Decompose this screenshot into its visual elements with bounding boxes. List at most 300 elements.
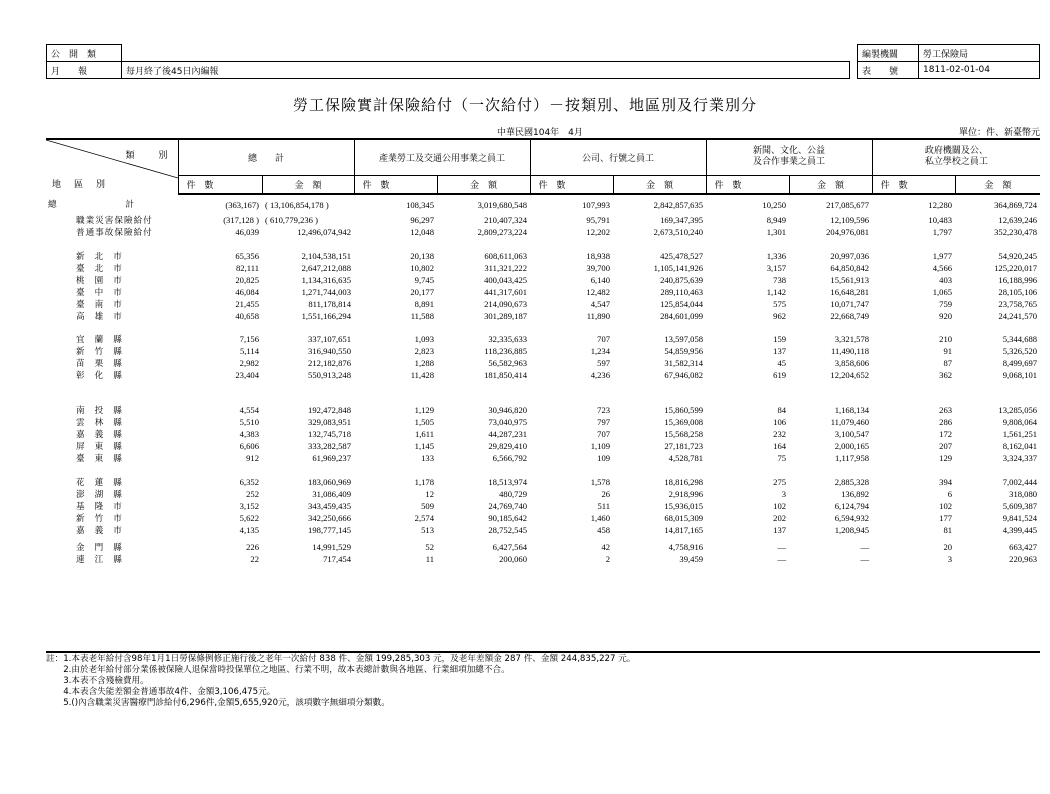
amount-cell: 364,869,724 bbox=[994, 199, 1038, 210]
count-cell: 1,109 bbox=[590, 441, 611, 451]
period-label: 中華民國104年 4月 bbox=[497, 128, 583, 138]
amount-cell: 1,105,141,926 bbox=[653, 262, 704, 273]
note-line: 註：1.本表老年給付含98年1月1日勞保條例修正施行後之老年一次給付 838 件、金額 199,285,303 元，及老年差額金 287 件、金額 244,835,227 元。 bbox=[46, 654, 636, 664]
table-row bbox=[46, 194, 1040, 214]
amount-cell: 90,185,642 bbox=[488, 512, 528, 523]
row-label: 雲林縣 bbox=[76, 418, 132, 428]
amount-cell: 31,086,409 bbox=[312, 488, 352, 499]
amount-cell: 212,182,876 bbox=[308, 358, 352, 368]
amount-cell: 118,236,885 bbox=[484, 346, 528, 356]
count-cell: 23,404 bbox=[235, 370, 259, 380]
table-row bbox=[46, 428, 1040, 440]
amount-cell: 9,808,064 bbox=[1002, 417, 1038, 427]
amount-cell: 1,551,166,294 bbox=[301, 310, 352, 321]
note-line: 2.由於老年給付部分業係被保險人退保當時投保單位之地區、行業不明，故本表總計數與各地區、行業細項加總不合。 bbox=[46, 665, 510, 675]
count-cell: 394 bbox=[939, 476, 953, 487]
count-cell: 40,658 bbox=[235, 310, 259, 321]
count-cell: 5,510 bbox=[239, 417, 259, 427]
table-row bbox=[46, 452, 1040, 464]
count-cell: 11,890 bbox=[586, 310, 611, 321]
count-cell: 1,065 bbox=[932, 286, 953, 297]
count-cell: 20,825 bbox=[235, 274, 259, 285]
count-cell: 6,606 bbox=[239, 441, 259, 451]
amount-cell: 73,040,975 bbox=[488, 417, 528, 427]
count-cell: 1,145 bbox=[414, 441, 435, 451]
amount-cell: 717,454 bbox=[323, 553, 352, 564]
amount-cell: 54,859,956 bbox=[664, 346, 704, 356]
count-cell: 10,250 bbox=[762, 199, 787, 210]
count-cell: 12,482 bbox=[586, 286, 611, 297]
row-label: 嘉義縣 bbox=[76, 430, 132, 440]
table-row bbox=[46, 541, 1040, 553]
amount-cell: 27,181,723 bbox=[664, 441, 704, 451]
count-cell: 707 bbox=[597, 429, 611, 439]
amount-cell: 23,758,765 bbox=[998, 298, 1038, 309]
count-cell: 3,152 bbox=[239, 500, 259, 511]
table-row bbox=[46, 404, 1040, 416]
table-row bbox=[46, 226, 1040, 238]
count-cell: 4,554 bbox=[239, 405, 259, 415]
header-right-value-2: 1811-02-01-04 bbox=[919, 62, 1040, 79]
count-header: 件 數 bbox=[872, 175, 955, 194]
count-cell: 797 bbox=[597, 417, 611, 427]
count-cell: 65,356 bbox=[235, 250, 259, 261]
amount-cell: 12,109,596 bbox=[830, 215, 870, 225]
amount-header: 金 額 bbox=[262, 175, 354, 194]
amount-cell: 329,083,951 bbox=[308, 417, 352, 427]
header-right-box bbox=[857, 44, 1040, 79]
amount-cell: 11,490,118 bbox=[831, 346, 870, 356]
amount-cell: 6,566,792 bbox=[492, 453, 528, 463]
amount-cell: 7,002,444 bbox=[1002, 476, 1038, 487]
table-row bbox=[46, 476, 1040, 488]
group-header-total: 總 計 bbox=[178, 139, 354, 175]
count-cell: 18,938 bbox=[586, 250, 611, 261]
count-cell: 5,114 bbox=[239, 346, 259, 356]
notes bbox=[46, 654, 635, 709]
amount-cell: 16,648,281 bbox=[830, 286, 870, 297]
count-cell: 11,588 bbox=[410, 310, 435, 321]
row-label: 花蓮縣 bbox=[76, 477, 132, 488]
amount-cell: 20,997,036 bbox=[830, 250, 870, 261]
table-row bbox=[46, 369, 1040, 381]
row-label: 臺東縣 bbox=[76, 454, 132, 464]
amount-header: 金 額 bbox=[613, 175, 706, 194]
note-line: 5.()內含職業災害醫療門診給付6,296件,金額5,655,920元，該項數字無細項分類數。 bbox=[46, 698, 390, 708]
row-label: 普通事故保險給付 bbox=[76, 228, 153, 238]
amount-cell: 132,745,718 bbox=[308, 429, 352, 439]
count-cell: 920 bbox=[939, 310, 953, 321]
amount-cell: 18,816,298 bbox=[664, 476, 704, 487]
amount-cell: 18,513,974 bbox=[488, 476, 528, 487]
amount-cell: 663,427 bbox=[1009, 541, 1038, 552]
count-cell: 108,345 bbox=[406, 199, 435, 210]
table-row bbox=[46, 440, 1040, 452]
table-row bbox=[46, 333, 1040, 345]
corner-top-label: 類 別 bbox=[125, 151, 170, 161]
amount-cell: 5,344,688 bbox=[1002, 334, 1038, 344]
count-cell: 202 bbox=[773, 512, 787, 523]
amount-cell: 24,241,570 bbox=[998, 310, 1038, 321]
table-row bbox=[46, 416, 1040, 428]
count-cell: 8,949 bbox=[766, 215, 787, 225]
amount-cell: 480,729 bbox=[499, 488, 528, 499]
table-row bbox=[46, 524, 1040, 536]
amount-cell: 1,208,945 bbox=[834, 524, 870, 535]
amount-cell: 8,499,697 bbox=[1002, 358, 1038, 368]
amount-cell: 6,427,564 bbox=[492, 541, 528, 552]
table-row bbox=[46, 488, 1040, 500]
table-row bbox=[46, 274, 1040, 286]
count-cell: 707 bbox=[597, 334, 611, 344]
amount-cell: 200,060 bbox=[499, 553, 528, 564]
row-label: 彰化縣 bbox=[76, 371, 132, 381]
row-label: 苗栗縣 bbox=[76, 359, 132, 369]
count-cell: 1,301 bbox=[766, 227, 787, 237]
unit-label: 單位：件、新臺幣元 bbox=[958, 128, 1040, 138]
count-cell: 4,236 bbox=[590, 370, 611, 380]
amount-cell: 343,459,435 bbox=[308, 500, 352, 511]
note-line: 4.本表含失能差額金普通事故4件、金額3,106,475元。 bbox=[46, 687, 276, 697]
row-label: 宜蘭縣 bbox=[76, 335, 132, 345]
row-label: 臺南市 bbox=[76, 299, 132, 310]
amount-cell: 2,842,857,635 bbox=[653, 199, 704, 210]
count-cell: 109 bbox=[597, 453, 611, 463]
amount-cell: 2,104,538,151 bbox=[301, 250, 352, 261]
table-row bbox=[46, 286, 1040, 298]
group-header-news: 新聞、文化、公益 及合作事業之員工 bbox=[706, 139, 872, 175]
count-cell: 1,234 bbox=[590, 346, 611, 356]
amount-cell: 181,850,414 bbox=[484, 370, 528, 380]
count-cell: 6,140 bbox=[590, 274, 611, 285]
amount-cell: 5,326,520 bbox=[1002, 346, 1038, 356]
amount-cell: 136,892 bbox=[841, 488, 870, 499]
count-header: 件 數 bbox=[706, 175, 789, 194]
count-cell: 226 bbox=[246, 541, 259, 552]
row-label: 南投縣 bbox=[76, 406, 132, 416]
amount-cell: 183,060,969 bbox=[308, 476, 352, 487]
amount-cell: 1,134,316,635 bbox=[301, 274, 352, 285]
amount-cell: 61,969,237 bbox=[312, 453, 352, 463]
amount-cell: 54,920,245 bbox=[998, 250, 1038, 261]
amount-cell: 192,472,848 bbox=[308, 405, 352, 415]
count-cell: 20 bbox=[943, 541, 953, 552]
count-cell: 11 bbox=[425, 553, 435, 564]
amount-cell: 56,582,963 bbox=[488, 358, 528, 368]
count-cell: 252 bbox=[246, 488, 259, 499]
count-cell: 275 bbox=[773, 476, 787, 487]
count-cell: 96,297 bbox=[410, 215, 435, 225]
count-cell: 12,048 bbox=[410, 227, 435, 237]
row-label: 嘉義市 bbox=[76, 525, 132, 536]
count-cell: 4,547 bbox=[590, 298, 611, 309]
amount-cell: 22,668,749 bbox=[830, 310, 870, 321]
count-cell: 509 bbox=[421, 500, 435, 511]
amount-cell: 12,639,246 bbox=[998, 215, 1038, 225]
amount-cell: 3,858,606 bbox=[834, 358, 870, 368]
amount-cell: 3,321,578 bbox=[834, 334, 870, 344]
row-label: 新北市 bbox=[76, 251, 132, 262]
amount-cell: 4,528,781 bbox=[668, 453, 704, 463]
row-label: 新竹市 bbox=[76, 513, 132, 524]
amount-cell: 4,399,445 bbox=[1002, 524, 1038, 535]
count-cell: 2,574 bbox=[414, 512, 435, 523]
count-cell: — bbox=[777, 541, 787, 552]
amount-cell: 3,019,680,548 bbox=[477, 199, 528, 210]
count-cell: 1,460 bbox=[590, 512, 611, 523]
count-cell: 362 bbox=[939, 370, 953, 380]
count-cell: 1,505 bbox=[414, 417, 435, 427]
count-cell: 1,142 bbox=[766, 286, 787, 297]
header-left-label-2: 月 報 bbox=[47, 62, 122, 79]
group-header-industry: 產業勞工及交通公用事業之員工 bbox=[354, 139, 530, 175]
count-cell: 597 bbox=[597, 358, 611, 368]
spacer-row bbox=[46, 381, 1040, 393]
data-table bbox=[46, 138, 1040, 565]
table-row bbox=[46, 553, 1040, 565]
count-cell: 3 bbox=[781, 488, 787, 499]
header-right-label-2: 表 號 bbox=[858, 62, 919, 79]
table-row bbox=[46, 262, 1040, 274]
amount-cell: 400,043,425 bbox=[484, 274, 528, 285]
amount-cell: 9,841,524 bbox=[1002, 512, 1038, 523]
amount-cell: 24,769,740 bbox=[488, 500, 528, 511]
row-label: 基隆市 bbox=[76, 501, 132, 512]
count-cell: 22 bbox=[250, 553, 259, 564]
count-cell: 12,280 bbox=[928, 199, 953, 210]
count-cell: 91 bbox=[943, 346, 953, 356]
count-cell: 403 bbox=[939, 274, 953, 285]
count-cell: 1,977 bbox=[932, 250, 953, 261]
count-cell: 1,093 bbox=[414, 334, 435, 344]
group-header-government: 政府機關及公、 私立學校之員工 bbox=[872, 139, 1040, 175]
amount-cell: 39,459 bbox=[679, 553, 704, 564]
count-cell: 513 bbox=[421, 524, 435, 535]
row-label: 桃園市 bbox=[76, 275, 132, 286]
amount-cell: 1,561,251 bbox=[1002, 429, 1038, 439]
header-left-label-1: 公 開 類 bbox=[47, 45, 122, 62]
header-left-value-2: 每月終了後45日內編報 bbox=[122, 62, 850, 79]
count-cell: 723 bbox=[597, 405, 611, 415]
count-cell: 21,455 bbox=[235, 298, 259, 309]
count-cell: 172 bbox=[939, 429, 953, 439]
spacer-row bbox=[46, 393, 1040, 405]
amount-cell: 5,609,387 bbox=[1002, 500, 1038, 511]
amount-cell: 352,230,478 bbox=[994, 227, 1038, 237]
row-label: 職業災害保險給付 bbox=[76, 216, 153, 226]
amount-cell: ( 610,779,236 ) bbox=[265, 215, 318, 225]
count-header: 件 數 bbox=[530, 175, 613, 194]
amount-cell: 31,582,314 bbox=[664, 358, 704, 368]
count-cell: 12,202 bbox=[586, 227, 611, 237]
count-cell: 8,891 bbox=[414, 298, 435, 309]
amount-cell: 2,000,165 bbox=[834, 441, 870, 451]
count-cell: 458 bbox=[597, 524, 611, 535]
amount-cell: 6,124,794 bbox=[834, 500, 870, 511]
row-label: 澎湖縣 bbox=[76, 489, 132, 500]
amount-cell: 30,946,820 bbox=[488, 405, 528, 415]
table-row bbox=[46, 345, 1040, 357]
corner-header bbox=[46, 139, 178, 194]
count-cell: 164 bbox=[773, 441, 787, 451]
amount-cell: 1,271,744,003 bbox=[301, 286, 352, 297]
count-cell: 7,156 bbox=[239, 334, 259, 344]
amount-cell: 220,963 bbox=[1009, 553, 1038, 564]
count-cell: 9,745 bbox=[414, 274, 435, 285]
count-cell: 81 bbox=[943, 524, 953, 535]
count-cell: 46,039 bbox=[235, 227, 259, 237]
amount-cell: 15,936,015 bbox=[664, 500, 704, 511]
amount-cell: 811,178,814 bbox=[308, 298, 352, 309]
amount-cell: 240,875,639 bbox=[660, 274, 704, 285]
count-cell: 1,611 bbox=[414, 429, 435, 439]
count-cell: 619 bbox=[773, 370, 787, 380]
count-cell: 11,428 bbox=[410, 370, 435, 380]
row-label: 總 計 bbox=[48, 200, 134, 210]
amount-cell: — bbox=[860, 553, 870, 564]
count-cell: 1,336 bbox=[766, 250, 787, 261]
count-cell: 133 bbox=[421, 453, 435, 463]
header-left-value-1 bbox=[122, 45, 850, 62]
amount-cell: 44,287,231 bbox=[488, 429, 528, 439]
count-cell: (363,167) bbox=[225, 199, 259, 210]
header-right-label-1: 編製機關 bbox=[858, 45, 919, 62]
amount-cell: 1,117,958 bbox=[835, 453, 870, 463]
note-line: 3.本表不含殘檢費用。 bbox=[46, 676, 149, 686]
amount-cell: 198,777,145 bbox=[308, 524, 352, 535]
count-cell: 5,622 bbox=[239, 512, 259, 523]
count-cell: 575 bbox=[773, 298, 787, 309]
count-cell: 177 bbox=[939, 512, 953, 523]
amount-cell: 13,285,056 bbox=[998, 405, 1038, 415]
amount-cell: 14,817,165 bbox=[664, 524, 704, 535]
corner-bottom-label: 地 區 別 bbox=[52, 180, 108, 190]
count-cell: — bbox=[777, 553, 787, 564]
amount-cell: ( 13,106,854,178 ) bbox=[265, 199, 329, 210]
count-cell: 75 bbox=[777, 453, 787, 463]
amount-cell: 67,946,082 bbox=[664, 370, 704, 380]
count-cell: 20,177 bbox=[410, 286, 435, 297]
table-row bbox=[46, 298, 1040, 310]
amount-cell: 550,913,248 bbox=[308, 370, 352, 380]
count-cell: 10,802 bbox=[410, 262, 435, 273]
amount-cell: 301,289,187 bbox=[484, 310, 528, 321]
row-label: 連江縣 bbox=[76, 554, 132, 565]
count-cell: 912 bbox=[246, 453, 259, 463]
count-cell: (317,128 ) bbox=[223, 215, 259, 225]
count-cell: 1,129 bbox=[414, 405, 435, 415]
amount-cell: 125,220,017 bbox=[994, 262, 1038, 273]
amount-cell: 8,162,041 bbox=[1002, 441, 1038, 451]
count-cell: 42 bbox=[601, 541, 611, 552]
amount-header: 金 額 bbox=[955, 175, 1040, 194]
count-cell: 4,383 bbox=[239, 429, 259, 439]
amount-cell: 2,918,996 bbox=[668, 488, 704, 499]
row-label: 金門縣 bbox=[76, 542, 132, 553]
count-cell: 10,483 bbox=[928, 215, 953, 225]
count-cell: 2,823 bbox=[414, 346, 435, 356]
amount-cell: 217,085,677 bbox=[826, 199, 870, 210]
group-header-company: 公司、行號之員工 bbox=[530, 139, 706, 175]
count-cell: 207 bbox=[939, 441, 953, 451]
count-cell: 511 bbox=[597, 500, 611, 511]
amount-header: 金 額 bbox=[789, 175, 872, 194]
amount-cell: 4,758,916 bbox=[668, 541, 704, 552]
amount-cell: — bbox=[860, 541, 870, 552]
amount-cell: 441,317,601 bbox=[484, 286, 528, 297]
row-label: 屏東縣 bbox=[76, 442, 132, 452]
count-cell: 46,084 bbox=[235, 286, 259, 297]
table-row bbox=[46, 512, 1040, 524]
amount-cell: 204,976,081 bbox=[826, 227, 870, 237]
amount-cell: 333,282,587 bbox=[308, 441, 352, 451]
row-label: 臺北市 bbox=[76, 263, 132, 274]
amount-cell: 11,079,460 bbox=[830, 417, 870, 427]
count-cell: 20,138 bbox=[410, 250, 435, 261]
amount-cell: 64,850,842 bbox=[830, 262, 870, 273]
page-title: 勞工保險實計保險給付（一次給付）－按類別、地區別及行業別分 bbox=[292, 96, 757, 114]
count-cell: 82,111 bbox=[236, 262, 259, 273]
count-header: 件 數 bbox=[178, 175, 262, 194]
header-left-box bbox=[46, 44, 850, 79]
count-cell: 12 bbox=[425, 488, 435, 499]
count-cell: 2,982 bbox=[239, 358, 259, 368]
amount-cell: 3,324,337 bbox=[1002, 453, 1038, 463]
spacer-row bbox=[46, 464, 1040, 476]
count-cell: 87 bbox=[943, 358, 953, 368]
count-cell: 3 bbox=[947, 553, 953, 564]
amount-cell: 311,321,222 bbox=[484, 262, 528, 273]
amount-cell: 14,991,529 bbox=[312, 541, 352, 552]
amount-cell: 15,369,008 bbox=[664, 417, 704, 427]
amount-cell: 2,647,212,088 bbox=[301, 262, 352, 273]
count-cell: 137 bbox=[773, 524, 787, 535]
amount-cell: 125,854,044 bbox=[660, 298, 704, 309]
amount-cell: 6,594,932 bbox=[834, 512, 870, 523]
amount-cell: 289,110,463 bbox=[660, 286, 704, 297]
count-cell: 3,157 bbox=[766, 262, 787, 273]
amount-cell: 9,068,101 bbox=[1002, 370, 1038, 380]
row-label: 高雄市 bbox=[76, 311, 132, 322]
amount-cell: 169,347,395 bbox=[660, 215, 704, 225]
amount-cell: 316,940,550 bbox=[308, 346, 352, 356]
count-cell: 95,791 bbox=[586, 215, 611, 225]
amount-cell: 10,071,747 bbox=[830, 298, 870, 309]
count-cell: 4,135 bbox=[239, 524, 259, 535]
amount-cell: 342,250,666 bbox=[308, 512, 352, 523]
amount-cell: 2,885,328 bbox=[834, 476, 870, 487]
count-cell: 1,797 bbox=[932, 227, 953, 237]
count-cell: 45 bbox=[777, 358, 787, 368]
bottom-rule bbox=[46, 651, 1040, 653]
header-right-value-1: 勞工保險局 bbox=[919, 45, 1040, 62]
count-cell: 232 bbox=[773, 429, 787, 439]
amount-cell: 214,090,673 bbox=[484, 298, 528, 309]
count-cell: 738 bbox=[773, 274, 787, 285]
amount-cell: 210,407,324 bbox=[484, 215, 528, 225]
count-cell: 1,578 bbox=[590, 476, 611, 487]
table-row bbox=[46, 214, 1040, 226]
spacer-row bbox=[46, 322, 1040, 334]
count-cell: 52 bbox=[425, 541, 435, 552]
amount-cell: 68,015,309 bbox=[664, 512, 704, 523]
amount-cell: 15,561,913 bbox=[830, 274, 870, 285]
amount-cell: 3,100,547 bbox=[834, 429, 870, 439]
amount-cell: 608,611,063 bbox=[484, 250, 528, 261]
amount-cell: 13,597,058 bbox=[664, 334, 704, 344]
count-cell: 759 bbox=[939, 298, 953, 309]
row-label: 臺中市 bbox=[76, 287, 132, 298]
